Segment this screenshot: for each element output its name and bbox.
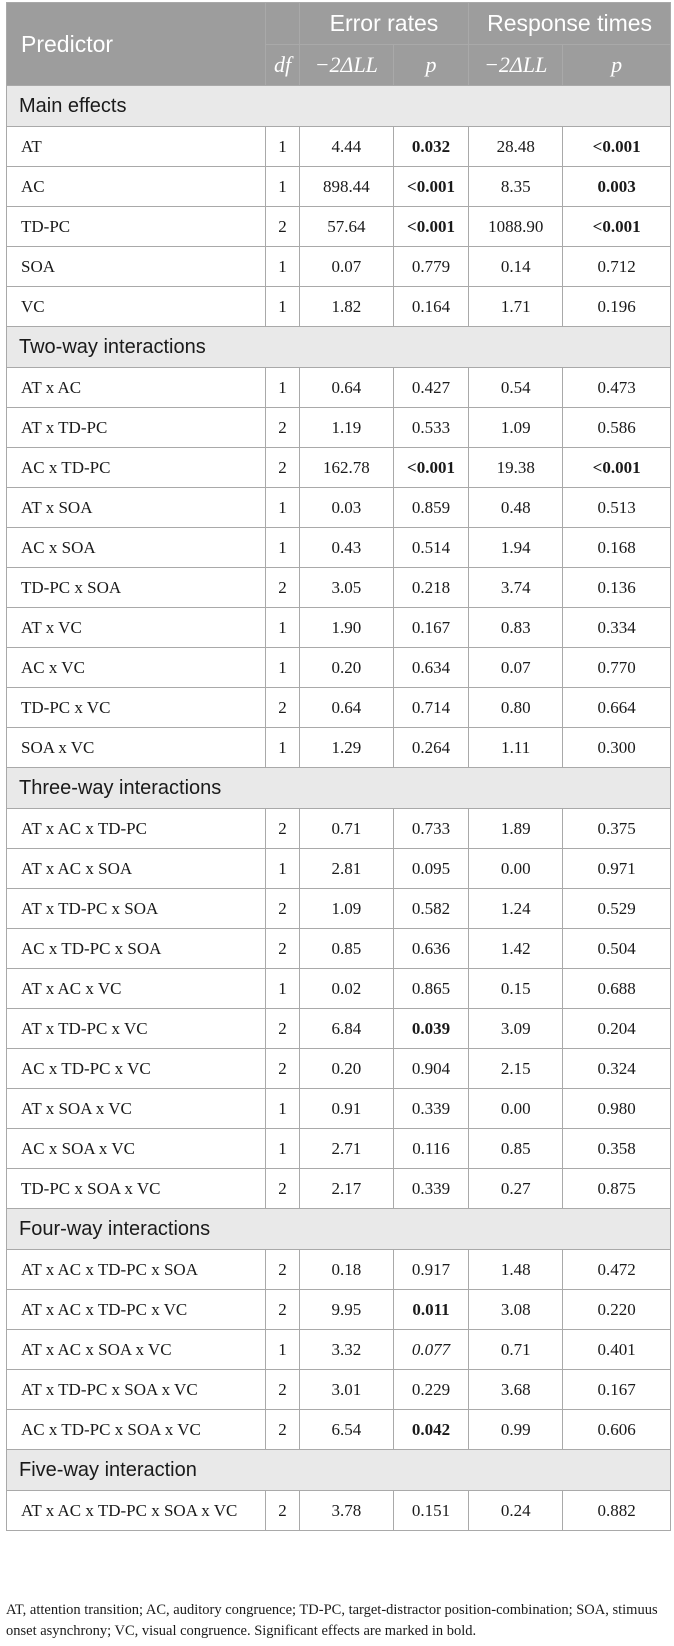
predictor-cell: AT x SOA xyxy=(7,488,266,528)
rt-ll-cell: 1.48 xyxy=(469,1250,563,1290)
rt-ll-cell: 1.89 xyxy=(469,809,563,849)
error-p-header: p xyxy=(393,45,468,86)
rt-ll-cell: 1.42 xyxy=(469,929,563,969)
table-footnote: AT, attention transition; AC, auditory congruence; TD-PC, target-distractor position-combination; SOA, stimuus onset asynchrony; VC, visual congruence. Significant effects are marked in bold. xyxy=(6,1602,658,1639)
error-ll-cell: 1.29 xyxy=(299,728,393,768)
error-ll-cell: 6.84 xyxy=(299,1009,393,1049)
predictor-cell: AT x TD-PC x VC xyxy=(7,1009,266,1049)
predictor-cell: AT x AC x TD-PC x SOA x VC xyxy=(7,1491,266,1531)
rt-ll-cell: 3.74 xyxy=(469,568,563,608)
df-cell: 2 xyxy=(266,1009,299,1049)
rt-p-cell: <0.001 xyxy=(563,127,671,167)
rt-p-cell: 0.586 xyxy=(563,408,671,448)
table-row xyxy=(7,1290,671,1330)
table-row xyxy=(7,688,671,728)
error-ll-cell: 0.71 xyxy=(299,809,393,849)
rt-ll-cell: 0.80 xyxy=(469,688,563,728)
predictor-cell: AC xyxy=(7,167,266,207)
error-p-cell: 0.042 xyxy=(393,1410,468,1450)
table-body xyxy=(7,86,671,1531)
rt-ll-cell: 0.54 xyxy=(469,368,563,408)
rt-ll-cell: 0.85 xyxy=(469,1129,563,1169)
df-cell: 2 xyxy=(266,1410,299,1450)
rt-p-cell: 0.504 xyxy=(563,929,671,969)
error-p-cell: 0.011 xyxy=(393,1290,468,1330)
error-ll-cell: 57.64 xyxy=(299,207,393,247)
table-row xyxy=(7,127,671,167)
rt-ll-cell: 3.68 xyxy=(469,1370,563,1410)
section-header-row xyxy=(7,86,671,127)
table-row xyxy=(7,929,671,969)
rt-ll-cell: 1.24 xyxy=(469,889,563,929)
predictor-cell: AC x TD-PC x VC xyxy=(7,1049,266,1089)
predictor-cell: AT x AC xyxy=(7,368,266,408)
predictor-cell: AT x AC x TD-PC x VC xyxy=(7,1290,266,1330)
table-row xyxy=(7,608,671,648)
df-cell: 2 xyxy=(266,889,299,929)
df-header-spacer xyxy=(266,3,299,45)
section-header-row xyxy=(7,768,671,809)
rt-p-cell: 0.168 xyxy=(563,528,671,568)
rt-ll-header: −2ΔLL xyxy=(469,45,563,86)
error-ll-cell: 2.17 xyxy=(299,1169,393,1209)
error-p-cell: 0.904 xyxy=(393,1049,468,1089)
rt-p-cell: 0.324 xyxy=(563,1049,671,1089)
table-row xyxy=(7,728,671,768)
error-p-cell: 0.427 xyxy=(393,368,468,408)
predictor-cell: AC x VC xyxy=(7,648,266,688)
df-cell: 2 xyxy=(266,207,299,247)
section-title: Four-way interactions xyxy=(7,1209,671,1250)
error-ll-cell: 0.64 xyxy=(299,368,393,408)
table-row xyxy=(7,1250,671,1290)
error-ll-cell: 2.81 xyxy=(299,849,393,889)
error-ll-cell: 3.78 xyxy=(299,1491,393,1531)
predictor-cell: TD-PC x SOA x VC xyxy=(7,1169,266,1209)
section-header-row xyxy=(7,1450,671,1491)
rt-ll-cell: 0.27 xyxy=(469,1169,563,1209)
error-p-cell: 0.533 xyxy=(393,408,468,448)
rt-ll-cell: 0.00 xyxy=(469,849,563,889)
df-cell: 2 xyxy=(266,1049,299,1089)
rt-p-cell: 0.136 xyxy=(563,568,671,608)
error-p-cell: 0.264 xyxy=(393,728,468,768)
error-ll-cell: 0.18 xyxy=(299,1250,393,1290)
error-ll-cell: 0.85 xyxy=(299,929,393,969)
df-cell: 1 xyxy=(266,648,299,688)
error-p-cell: 0.714 xyxy=(393,688,468,728)
df-cell: 1 xyxy=(266,287,299,327)
predictor-cell: AT x TD-PC x SOA xyxy=(7,889,266,929)
rt-p-cell: 0.401 xyxy=(563,1330,671,1370)
error-ll-cell: 0.20 xyxy=(299,648,393,688)
df-cell: 1 xyxy=(266,368,299,408)
df-cell: 2 xyxy=(266,568,299,608)
error-ll-cell: 0.07 xyxy=(299,247,393,287)
table-row xyxy=(7,1049,671,1089)
error-p-cell: 0.859 xyxy=(393,488,468,528)
error-p-cell: <0.001 xyxy=(393,207,468,247)
predictor-cell: AC x SOA x VC xyxy=(7,1129,266,1169)
results-table xyxy=(6,2,671,1531)
rt-ll-cell: 3.08 xyxy=(469,1290,563,1330)
response-times-header: Response times xyxy=(469,3,671,45)
table-row xyxy=(7,1491,671,1531)
rt-ll-cell: 0.83 xyxy=(469,608,563,648)
error-p-cell: 0.733 xyxy=(393,809,468,849)
table-row xyxy=(7,1129,671,1169)
predictor-cell: AT x AC x TD-PC xyxy=(7,809,266,849)
error-ll-cell: 3.05 xyxy=(299,568,393,608)
rt-p-cell: 0.358 xyxy=(563,1129,671,1169)
section-title: Five-way interaction xyxy=(7,1450,671,1491)
rt-ll-cell: 0.00 xyxy=(469,1089,563,1129)
rt-p-header: p xyxy=(563,45,671,86)
error-ll-cell: 0.64 xyxy=(299,688,393,728)
error-p-cell: 0.917 xyxy=(393,1250,468,1290)
table-row xyxy=(7,287,671,327)
rt-p-cell: 0.875 xyxy=(563,1169,671,1209)
error-p-cell: 0.229 xyxy=(393,1370,468,1410)
rt-ll-cell: 19.38 xyxy=(469,448,563,488)
error-p-cell: 0.634 xyxy=(393,648,468,688)
rt-p-cell: 0.770 xyxy=(563,648,671,688)
error-ll-cell: 4.44 xyxy=(299,127,393,167)
rt-p-cell: 0.606 xyxy=(563,1410,671,1450)
error-p-cell: 0.218 xyxy=(393,568,468,608)
error-p-cell: 0.779 xyxy=(393,247,468,287)
error-p-cell: 0.116 xyxy=(393,1129,468,1169)
table-row xyxy=(7,809,671,849)
df-cell: 2 xyxy=(266,929,299,969)
table-row xyxy=(7,1330,671,1370)
df-cell: 1 xyxy=(266,247,299,287)
rt-p-cell: 0.529 xyxy=(563,889,671,929)
predictor-cell: SOA xyxy=(7,247,266,287)
table-row xyxy=(7,167,671,207)
table-row xyxy=(7,368,671,408)
error-ll-cell: 3.32 xyxy=(299,1330,393,1370)
error-ll-cell: 0.02 xyxy=(299,969,393,1009)
rt-p-cell: 0.971 xyxy=(563,849,671,889)
df-cell: 2 xyxy=(266,1250,299,1290)
df-cell: 1 xyxy=(266,969,299,1009)
rt-ll-cell: 0.99 xyxy=(469,1410,563,1450)
error-ll-cell: 0.20 xyxy=(299,1049,393,1089)
table-row xyxy=(7,528,671,568)
rt-ll-cell: 3.09 xyxy=(469,1009,563,1049)
df-cell: 1 xyxy=(266,488,299,528)
rt-p-cell: <0.001 xyxy=(563,448,671,488)
rt-p-cell: 0.003 xyxy=(563,167,671,207)
table-row xyxy=(7,408,671,448)
section-header-row xyxy=(7,327,671,368)
df-cell: 1 xyxy=(266,849,299,889)
error-ll-cell: 0.91 xyxy=(299,1089,393,1129)
error-ll-header: −2ΔLL xyxy=(299,45,393,86)
rt-ll-cell: 0.71 xyxy=(469,1330,563,1370)
rt-p-cell: 0.473 xyxy=(563,368,671,408)
section-header-row xyxy=(7,1209,671,1250)
rt-p-cell: 0.472 xyxy=(563,1250,671,1290)
predictor-cell: AT x TD-PC xyxy=(7,408,266,448)
error-p-cell: 0.636 xyxy=(393,929,468,969)
rt-ll-cell: 1.94 xyxy=(469,528,563,568)
rt-ll-cell: 1.11 xyxy=(469,728,563,768)
error-ll-cell: 0.43 xyxy=(299,528,393,568)
table-row xyxy=(7,969,671,1009)
df-cell: 1 xyxy=(266,728,299,768)
table-row xyxy=(7,207,671,247)
predictor-cell: TD-PC x VC xyxy=(7,688,266,728)
predictor-cell: AT x AC x VC xyxy=(7,969,266,1009)
section-title: Three-way interactions xyxy=(7,768,671,809)
rt-p-cell: 0.204 xyxy=(563,1009,671,1049)
section-title: Main effects xyxy=(7,86,671,127)
rt-ll-cell: 2.15 xyxy=(469,1049,563,1089)
error-p-cell: 0.339 xyxy=(393,1089,468,1129)
error-p-cell: 0.032 xyxy=(393,127,468,167)
table-row xyxy=(7,1009,671,1049)
error-rates-header: Error rates xyxy=(299,3,468,45)
results-table-container xyxy=(6,2,671,1531)
table-row xyxy=(7,1370,671,1410)
error-ll-cell: 1.09 xyxy=(299,889,393,929)
df-cell: 1 xyxy=(266,528,299,568)
rt-ll-cell: 1.71 xyxy=(469,287,563,327)
error-p-cell: <0.001 xyxy=(393,448,468,488)
table-row xyxy=(7,849,671,889)
error-ll-cell: 9.95 xyxy=(299,1290,393,1330)
predictor-cell: AT x TD-PC x SOA x VC xyxy=(7,1370,266,1410)
df-cell: 1 xyxy=(266,127,299,167)
predictor-cell: AT x SOA x VC xyxy=(7,1089,266,1129)
df-cell: 2 xyxy=(266,1370,299,1410)
predictor-cell: AT x VC xyxy=(7,608,266,648)
error-ll-cell: 6.54 xyxy=(299,1410,393,1450)
error-p-cell: 0.095 xyxy=(393,849,468,889)
error-p-cell: 0.339 xyxy=(393,1169,468,1209)
table-row xyxy=(7,568,671,608)
rt-ll-cell: 0.48 xyxy=(469,488,563,528)
df-cell: 2 xyxy=(266,688,299,728)
error-ll-cell: 162.78 xyxy=(299,448,393,488)
predictor-cell: SOA x VC xyxy=(7,728,266,768)
predictor-cell: AC x TD-PC xyxy=(7,448,266,488)
rt-p-cell: 0.712 xyxy=(563,247,671,287)
predictor-cell: AT xyxy=(7,127,266,167)
rt-p-cell: 0.882 xyxy=(563,1491,671,1531)
df-cell: 2 xyxy=(266,1169,299,1209)
table-row xyxy=(7,1169,671,1209)
table-row xyxy=(7,889,671,929)
rt-ll-cell: 0.14 xyxy=(469,247,563,287)
rt-p-cell: 0.300 xyxy=(563,728,671,768)
df-header: df xyxy=(266,45,299,86)
error-p-cell: 0.582 xyxy=(393,889,468,929)
error-p-cell: 0.167 xyxy=(393,608,468,648)
rt-ll-cell: 0.07 xyxy=(469,648,563,688)
df-cell: 2 xyxy=(266,809,299,849)
df-cell: 2 xyxy=(266,448,299,488)
rt-ll-cell: 0.15 xyxy=(469,969,563,1009)
rt-ll-cell: 1.09 xyxy=(469,408,563,448)
predictor-cell: TD-PC xyxy=(7,207,266,247)
rt-p-cell: 0.196 xyxy=(563,287,671,327)
error-ll-cell: 1.90 xyxy=(299,608,393,648)
error-p-cell: 0.077 xyxy=(393,1330,468,1370)
rt-p-cell: 0.513 xyxy=(563,488,671,528)
table-row xyxy=(7,1089,671,1129)
rt-p-cell: 0.220 xyxy=(563,1290,671,1330)
rt-p-cell: 0.167 xyxy=(563,1370,671,1410)
predictor-header: Predictor xyxy=(7,3,266,86)
error-p-cell: <0.001 xyxy=(393,167,468,207)
rt-ll-cell: 1088.90 xyxy=(469,207,563,247)
error-p-cell: 0.164 xyxy=(393,287,468,327)
error-p-cell: 0.039 xyxy=(393,1009,468,1049)
rt-p-cell: 0.375 xyxy=(563,809,671,849)
table-row xyxy=(7,648,671,688)
df-cell: 1 xyxy=(266,608,299,648)
error-ll-cell: 2.71 xyxy=(299,1129,393,1169)
df-cell: 2 xyxy=(266,1290,299,1330)
rt-p-cell: 0.980 xyxy=(563,1089,671,1129)
predictor-cell: TD-PC x SOA xyxy=(7,568,266,608)
predictor-cell: VC xyxy=(7,287,266,327)
df-cell: 2 xyxy=(266,408,299,448)
error-p-cell: 0.865 xyxy=(393,969,468,1009)
predictor-cell: AC x TD-PC x SOA xyxy=(7,929,266,969)
error-ll-cell: 898.44 xyxy=(299,167,393,207)
rt-p-cell: 0.664 xyxy=(563,688,671,728)
df-cell: 1 xyxy=(266,1129,299,1169)
df-cell: 1 xyxy=(266,1330,299,1370)
error-ll-cell: 0.03 xyxy=(299,488,393,528)
predictor-cell: AT x AC x TD-PC x SOA xyxy=(7,1250,266,1290)
predictor-cell: AT x AC x SOA x VC xyxy=(7,1330,266,1370)
table-row xyxy=(7,488,671,528)
error-ll-cell: 3.01 xyxy=(299,1370,393,1410)
table-header xyxy=(7,3,671,86)
predictor-cell: AC x SOA xyxy=(7,528,266,568)
df-cell: 2 xyxy=(266,1491,299,1531)
error-ll-cell: 1.19 xyxy=(299,408,393,448)
section-title: Two-way interactions xyxy=(7,327,671,368)
rt-p-cell: 0.334 xyxy=(563,608,671,648)
rt-p-cell: 0.688 xyxy=(563,969,671,1009)
table-row xyxy=(7,247,671,287)
table-row xyxy=(7,1410,671,1450)
rt-ll-cell: 28.48 xyxy=(469,127,563,167)
table-row xyxy=(7,448,671,488)
error-p-cell: 0.514 xyxy=(393,528,468,568)
rt-ll-cell: 8.35 xyxy=(469,167,563,207)
rt-ll-cell: 0.24 xyxy=(469,1491,563,1531)
df-cell: 1 xyxy=(266,1089,299,1129)
predictor-cell: AT x AC x SOA xyxy=(7,849,266,889)
df-cell: 1 xyxy=(266,167,299,207)
rt-p-cell: <0.001 xyxy=(563,207,671,247)
error-p-cell: 0.151 xyxy=(393,1491,468,1531)
predictor-cell: AC x TD-PC x SOA x VC xyxy=(7,1410,266,1450)
error-ll-cell: 1.82 xyxy=(299,287,393,327)
